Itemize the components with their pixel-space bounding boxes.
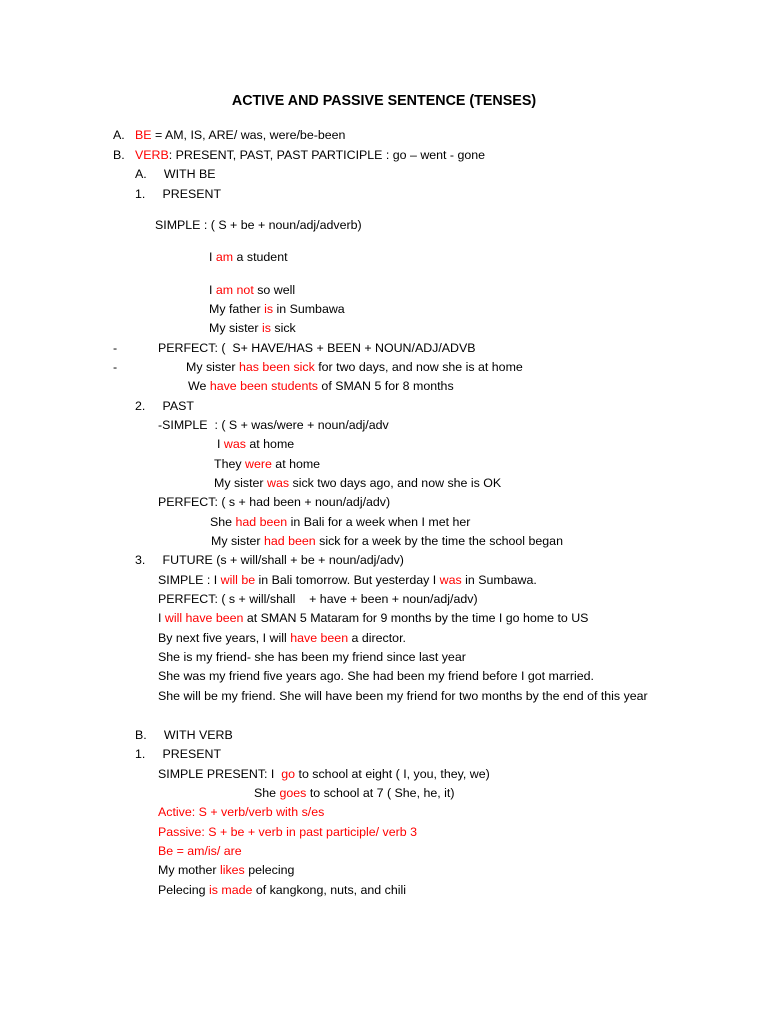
text-segment: A. WITH BE	[135, 167, 216, 181]
text-line	[158, 591, 478, 607]
text-segment: SIMPLE : ( S + be + noun/adj/adverb)	[155, 218, 362, 232]
text-segment: : PRESENT, PAST, PAST PARTICIPLE : go – went - gone	[168, 148, 486, 162]
text-segment: We	[188, 379, 210, 393]
text-line	[135, 166, 216, 182]
text-line	[135, 127, 345, 143]
text-segment: of kangkong, nuts, and chili	[252, 883, 406, 897]
text-line	[186, 359, 523, 375]
text-segment: My mother	[158, 863, 220, 877]
text-line	[254, 785, 454, 801]
text-segment: 3. FUTURE (s + will/shall + be + noun/adj/adv)	[135, 553, 404, 567]
text-line	[214, 475, 501, 491]
text-line	[135, 727, 233, 743]
text-line	[158, 649, 466, 665]
highlight-text: will be	[220, 573, 256, 587]
text-segment: I	[217, 437, 224, 451]
highlight-text: were	[245, 457, 272, 471]
text-segment: at SMAN 5 Mataram for 9 months by the time I go home to US	[243, 611, 589, 625]
text-segment: She will be my friend. She will have been my friend for two months by the end of this year	[158, 689, 648, 703]
text-segment: My sister	[209, 321, 263, 335]
text-segment: so well	[253, 283, 296, 297]
text-line	[113, 359, 117, 375]
text-segment: She	[210, 515, 236, 529]
text-line	[158, 630, 406, 646]
text-segment: sick	[270, 321, 296, 335]
text-segment: PERFECT: ( S+ HAVE/HAS + BEEN + NOUN/ADJ/ADVB	[158, 341, 476, 355]
text-line	[158, 882, 406, 898]
text-line	[211, 533, 563, 549]
text-segment: in Sumbawa.	[461, 573, 537, 587]
highlight-text: was	[223, 437, 246, 451]
text-segment: I	[158, 611, 165, 625]
text-line	[217, 436, 294, 452]
text-segment: of SMAN 5 for 8 months	[317, 379, 454, 393]
highlight-text: likes	[219, 863, 245, 877]
text-segment: -	[113, 341, 118, 355]
text-segment: sick for a week by the time the school began	[315, 534, 563, 548]
text-segment: at home	[245, 437, 295, 451]
text-line	[158, 862, 294, 878]
text-line	[158, 340, 476, 356]
text-segment: a director.	[348, 631, 406, 645]
text-line	[209, 282, 295, 298]
text-segment: to school at 7 ( She, he, it)	[306, 786, 455, 800]
highlight-text: has been sick	[239, 360, 315, 374]
highlight-text: was	[439, 573, 462, 587]
text-segment: My sister	[214, 476, 268, 490]
text-line	[155, 217, 362, 233]
text-segment: I	[209, 283, 216, 297]
text-line	[158, 843, 242, 859]
text-segment: I	[209, 250, 216, 264]
text-line	[158, 572, 537, 588]
text-segment: B.	[113, 148, 125, 162]
highlight-text: goes	[279, 786, 307, 800]
text-line	[158, 766, 490, 782]
highlight-text: had been	[235, 515, 288, 529]
text-segment: -SIMPLE : ( S + was/were + noun/adj/adv	[158, 418, 389, 432]
text-segment: PERFECT: ( s + had been + noun/adj/adv)	[158, 495, 391, 509]
text-line	[188, 378, 454, 394]
text-line	[158, 804, 324, 820]
highlight-text: Active: S + verb/verb with s/es	[158, 805, 325, 819]
text-line	[135, 186, 221, 202]
text-line	[113, 147, 125, 163]
page-title: ACTIVE AND PASSIVE SENTENCE (TENSES)	[231, 93, 537, 109]
text-segment: By next five years, I will	[158, 631, 291, 645]
highlight-text: was	[267, 476, 290, 490]
highlight-text: Be = am/is/ are	[158, 844, 242, 858]
highlight-text: is made	[208, 883, 253, 897]
text-segment: SIMPLE PRESENT: I	[158, 767, 282, 781]
text-segment: in Bali tomorrow. But yesterday I	[255, 573, 440, 587]
text-line	[209, 301, 345, 317]
text-segment: PERFECT: ( s + will/shall + have + been + noun/adj/adv)	[158, 592, 478, 606]
text-segment: SIMPLE : I	[158, 573, 221, 587]
text-segment: My sister	[211, 534, 265, 548]
text-segment: to school at eight ( I, you, they, we)	[295, 767, 490, 781]
text-line	[158, 494, 390, 510]
text-segment: in Bali for a week when I met her	[287, 515, 471, 529]
text-segment: for two days, and now she is at home	[314, 360, 523, 374]
text-line	[158, 610, 588, 626]
text-segment: 1. PRESENT	[135, 187, 222, 201]
text-segment: = AM, IS, ARE/ was, were/be-been	[151, 128, 346, 142]
text-line	[158, 417, 389, 433]
text-segment: at home	[271, 457, 321, 471]
text-segment: pelecing	[244, 863, 295, 877]
highlight-text: Passive: S + be + verb in past participle/ verb 3	[158, 825, 417, 839]
text-line	[135, 552, 404, 568]
highlight-text: had been	[264, 534, 316, 548]
text-line	[158, 824, 417, 840]
highlight-text: have been students	[209, 379, 318, 393]
text-line	[158, 668, 594, 684]
text-segment: A.	[113, 128, 125, 142]
text-segment: sick two days ago, and now she is OK	[289, 476, 502, 490]
text-segment: in Sumbawa	[273, 302, 345, 316]
text-segment: She	[254, 786, 280, 800]
text-segment: They	[214, 457, 245, 471]
text-segment: -	[113, 360, 118, 374]
text-line	[135, 746, 221, 762]
text-segment: a student	[233, 250, 288, 264]
text-line	[210, 514, 470, 530]
highlight-text: VERB	[135, 148, 169, 162]
highlight-text: am not	[215, 283, 254, 297]
highlight-text: am	[215, 250, 234, 264]
text-segment: B. WITH VERB	[135, 728, 233, 742]
text-segment: She was my friend five years ago. She had been my friend before I got married.	[158, 669, 594, 683]
text-segment: 2. PAST	[135, 399, 194, 413]
text-line	[135, 147, 485, 163]
text-line	[135, 398, 194, 414]
highlight-text: will have been	[164, 611, 244, 625]
highlight-text: go	[281, 767, 296, 781]
text-segment: She is my friend- she has been my friend since last year	[158, 650, 466, 664]
text-segment: Pelecing	[158, 883, 209, 897]
text-line	[209, 320, 296, 336]
text-line	[214, 456, 320, 472]
highlight-text: is	[264, 302, 274, 316]
text-segment: My sister	[186, 360, 240, 374]
text-line	[113, 127, 125, 143]
text-segment: 1. PRESENT	[135, 747, 222, 761]
highlight-text: BE	[135, 128, 152, 142]
highlight-text: is	[262, 321, 271, 335]
highlight-text: have been	[290, 631, 349, 645]
text-line	[209, 249, 288, 265]
text-segment: My father	[209, 302, 265, 316]
text-line	[113, 340, 117, 356]
text-line	[158, 688, 648, 704]
